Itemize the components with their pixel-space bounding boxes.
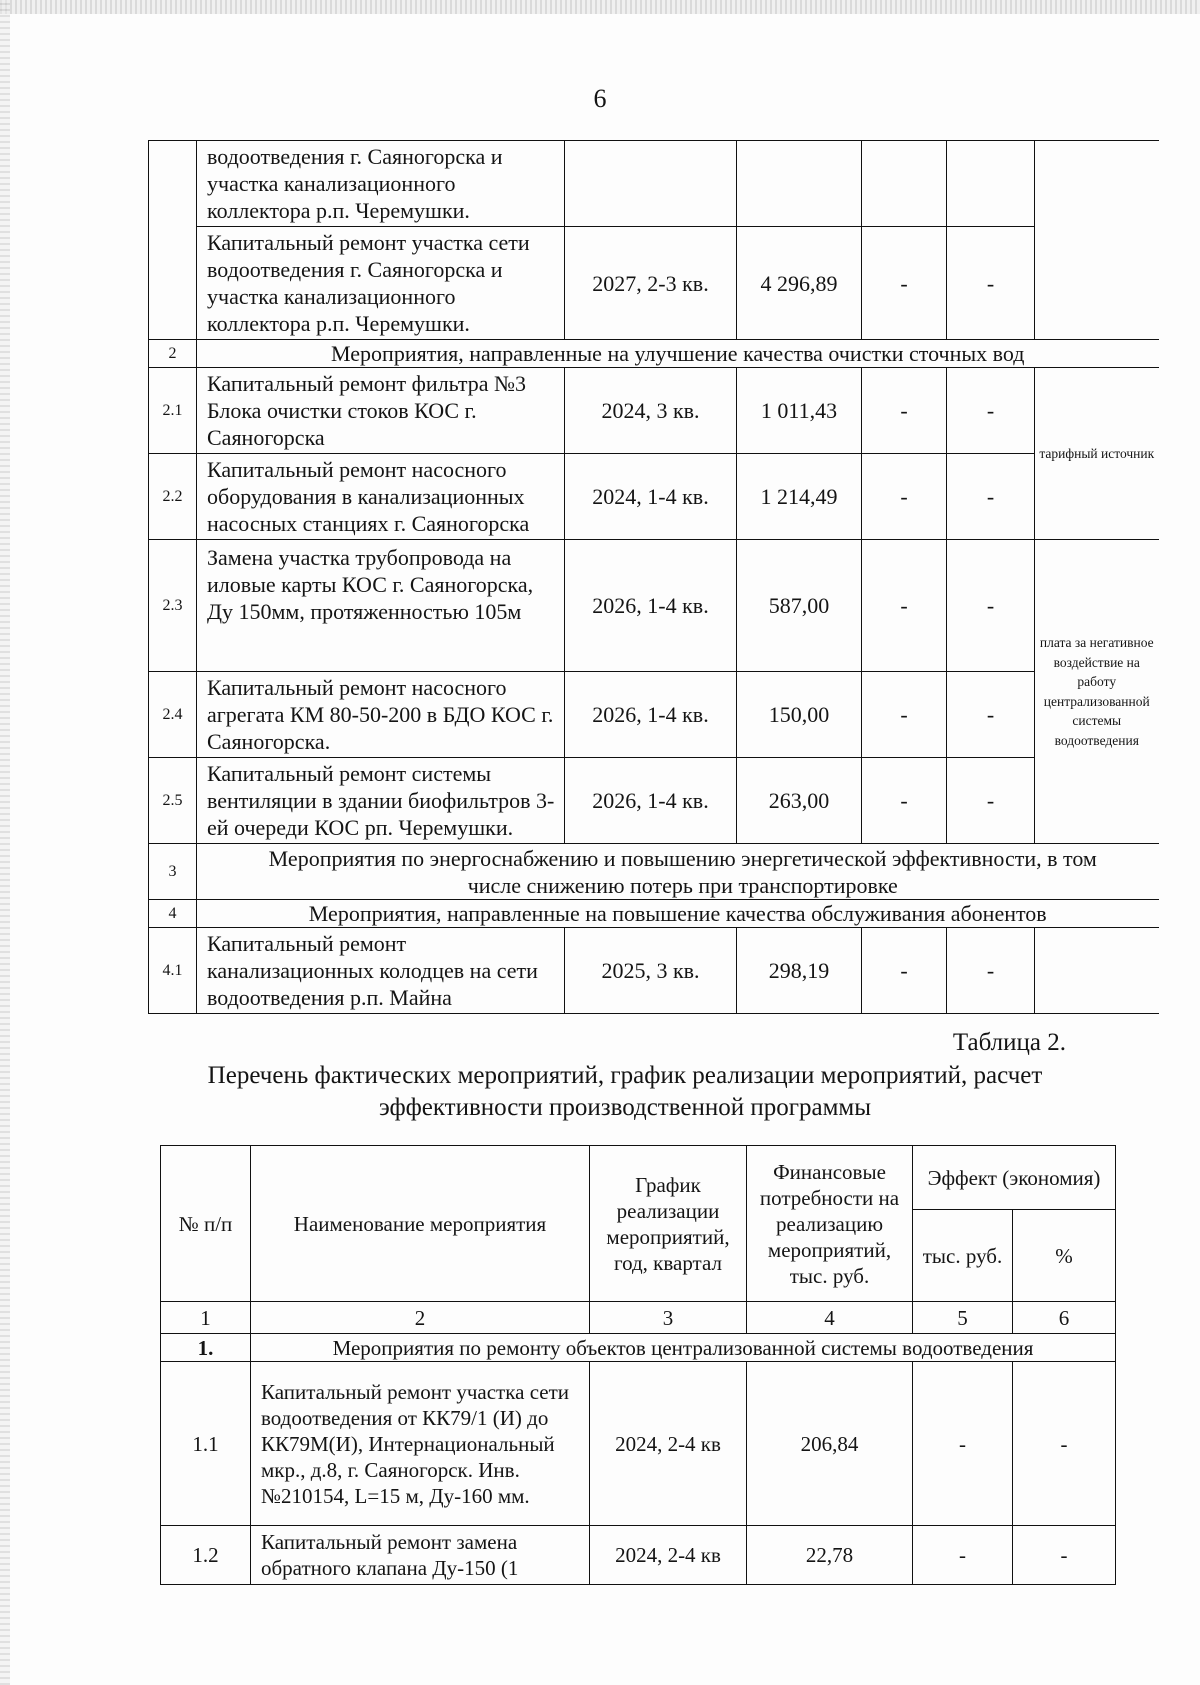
- cost-cell: 4 296,89: [737, 227, 862, 340]
- scan-edge-left: [0, 0, 10, 1685]
- effect-rub-cell: -: [862, 758, 947, 844]
- column-number: 3: [590, 1302, 747, 1334]
- column-number: 5: [913, 1302, 1013, 1334]
- activity-name: водоотведения г. Саяногорска и участка канализационного коллектора р.п. Черемушки.: [197, 141, 565, 227]
- activity-name: Капитальный ремонт участка сети водоотведения г. Саяногорска и участка канализационного коллектора р.п. Черемушки.: [197, 227, 565, 340]
- schedule-cell: 2024, 2-4 кв: [590, 1362, 747, 1526]
- cost-cell: 1 214,49: [737, 454, 862, 540]
- schedule-cell: 2024, 1-4 кв.: [565, 454, 737, 540]
- funding-source-cell: [1035, 928, 1159, 1014]
- header-effect-pct: %: [1013, 1210, 1116, 1302]
- cost-cell: [737, 141, 862, 227]
- effect-rub-cell: -: [862, 928, 947, 1014]
- header-no: № п/п: [161, 1146, 251, 1302]
- effect-rub-cell: [862, 141, 947, 227]
- column-number: 4: [747, 1302, 913, 1334]
- table-row: [161, 1526, 1116, 1585]
- effect-rub-cell: -: [913, 1362, 1013, 1526]
- row-number: 1.2: [161, 1526, 251, 1585]
- row-number: [149, 141, 197, 340]
- effect-pct-cell: -: [947, 672, 1035, 758]
- row-number: 2.5: [149, 758, 197, 844]
- header-row: [161, 1146, 1116, 1210]
- effect-pct-cell: [947, 141, 1035, 227]
- effect-pct-cell: -: [947, 758, 1035, 844]
- effect-pct-cell: -: [1013, 1526, 1116, 1585]
- effect-rub-cell: -: [913, 1526, 1013, 1585]
- effect-rub-cell: -: [862, 540, 947, 672]
- table-2-title: Перечень фактических мероприятий, график реализации мероприятий, расчет эффективности производственной программы: [207, 1062, 1043, 1121]
- section-number: 2: [149, 340, 197, 368]
- column-number-row: [161, 1302, 1116, 1334]
- row-number: 2.1: [149, 368, 197, 454]
- section-number: 1.: [161, 1334, 251, 1362]
- table-row: [149, 454, 1159, 540]
- section-row: [149, 844, 1159, 900]
- header-effect: Эффект (экономия): [913, 1146, 1116, 1210]
- cost-cell: 263,00: [737, 758, 862, 844]
- funding-source-fee: плата за негативное воздействие на работу централизованной системы водоотведения: [1035, 540, 1159, 844]
- row-number: 1.1: [161, 1362, 251, 1526]
- section-title: Мероприятия по энергоснабжению и повышению энергетической эффективности, в том числе снижению потерь при транспортировке: [197, 844, 1159, 900]
- section-title: Мероприятия, направленные на повышение качества обслуживания абонентов: [197, 900, 1159, 928]
- column-number: 1: [161, 1302, 251, 1334]
- cost-cell: 587,00: [737, 540, 862, 672]
- row-number: 2.3: [149, 540, 197, 672]
- activity-name: Капитальный ремонт системы вентиляции в здании биофильтров 3-ей очереди КОС рп. Черемушки.: [197, 758, 565, 844]
- schedule-cell: 2026, 1-4 кв.: [565, 672, 737, 758]
- effect-pct-cell: -: [947, 227, 1035, 340]
- effect-pct-cell: -: [1013, 1362, 1116, 1526]
- activity-name: Капитальный ремонт насосного агрегата КМ 80-50-200 в БДО КОС г. Саяногорска.: [197, 672, 565, 758]
- effect-rub-cell: -: [862, 454, 947, 540]
- activity-name: Капитальный ремонт замена обратного клапана Ду-150 (1: [251, 1526, 590, 1585]
- table-1: [148, 140, 1159, 1014]
- activity-name: Капитальный ремонт насосного оборудования в канализационных насосных станциях г. Саяногорска: [197, 454, 565, 540]
- section-row: [149, 900, 1159, 928]
- cost-cell: 22,78: [747, 1526, 913, 1585]
- header-schedule: График реализации мероприятий, год, квартал: [590, 1146, 747, 1302]
- section-number: 3: [149, 844, 197, 900]
- schedule-cell: 2027, 2-3 кв.: [565, 227, 737, 340]
- header-finance: Финансовые потребности на реализацию мероприятий, тыс. руб.: [747, 1146, 913, 1302]
- cost-cell: 150,00: [737, 672, 862, 758]
- section-row: [149, 340, 1159, 368]
- scan-edge-top: [0, 0, 1200, 14]
- page-number: 6: [593, 84, 607, 113]
- header-effect-rub: тыс. руб.: [913, 1210, 1013, 1302]
- schedule-cell: 2026, 1-4 кв.: [565, 540, 737, 672]
- activity-name: Капитальный ремонт фильтра №3 Блока очистки стоков КОС г. Саяногорска: [197, 368, 565, 454]
- table-2: [160, 1145, 1116, 1585]
- section-number: 4: [149, 900, 197, 928]
- table-2-caption: Таблица 2.: [952, 1029, 1066, 1056]
- effect-rub-cell: -: [862, 368, 947, 454]
- table-row: [149, 368, 1159, 454]
- schedule-cell: 2025, 3 кв.: [565, 928, 737, 1014]
- funding-source-cell: [1035, 141, 1159, 340]
- activity-name: Замена участка трубопровода на иловые карты КОС г. Саяногорска, Ду 150мм, протяженностью 105м: [197, 540, 565, 672]
- effect-rub-cell: -: [862, 227, 947, 340]
- header-name: Наименование мероприятия: [251, 1146, 590, 1302]
- section-title: Мероприятия по ремонту объектов централизованной системы водоотведения: [251, 1334, 1116, 1362]
- schedule-cell: 2026, 1-4 кв.: [565, 758, 737, 844]
- effect-pct-cell: -: [947, 928, 1035, 1014]
- table-row: [149, 672, 1159, 758]
- funding-source-tariff: тарифный источник: [1035, 368, 1159, 540]
- table-row: [149, 227, 1159, 340]
- section-title: Мероприятия, направленные на улучшение качества очистки сточных вод: [197, 340, 1159, 368]
- table-row: [149, 928, 1159, 1014]
- schedule-cell: 2024, 2-4 кв: [590, 1526, 747, 1585]
- cost-cell: 206,84: [747, 1362, 913, 1526]
- effect-pct-cell: -: [947, 540, 1035, 672]
- row-number: 2.4: [149, 672, 197, 758]
- effect-pct-cell: -: [947, 368, 1035, 454]
- effect-rub-cell: -: [862, 672, 947, 758]
- row-number: 4.1: [149, 928, 197, 1014]
- cost-cell: 1 011,43: [737, 368, 862, 454]
- schedule-cell: 2024, 3 кв.: [565, 368, 737, 454]
- effect-pct-cell: -: [947, 454, 1035, 540]
- section-row: [161, 1334, 1116, 1362]
- table-row: [149, 141, 1159, 227]
- table-row: [149, 540, 1159, 672]
- table-row: [161, 1362, 1116, 1526]
- row-number: 2.2: [149, 454, 197, 540]
- column-number: 2: [251, 1302, 590, 1334]
- cost-cell: 298,19: [737, 928, 862, 1014]
- activity-name: Капитальный ремонт участка сети водоотведения от КК79/1 (И) до КК79М(И), Интернациональный мкр., д.8, г. Саяногорск. Инв. №210154, L=15 м, Ду-160 мм.: [251, 1362, 590, 1526]
- schedule-cell: [565, 141, 737, 227]
- table-row: [149, 758, 1159, 844]
- activity-name: Капитальный ремонт канализационных колодцев на сети водоотведения р.п. Майна: [197, 928, 565, 1014]
- column-number: 6: [1013, 1302, 1116, 1334]
